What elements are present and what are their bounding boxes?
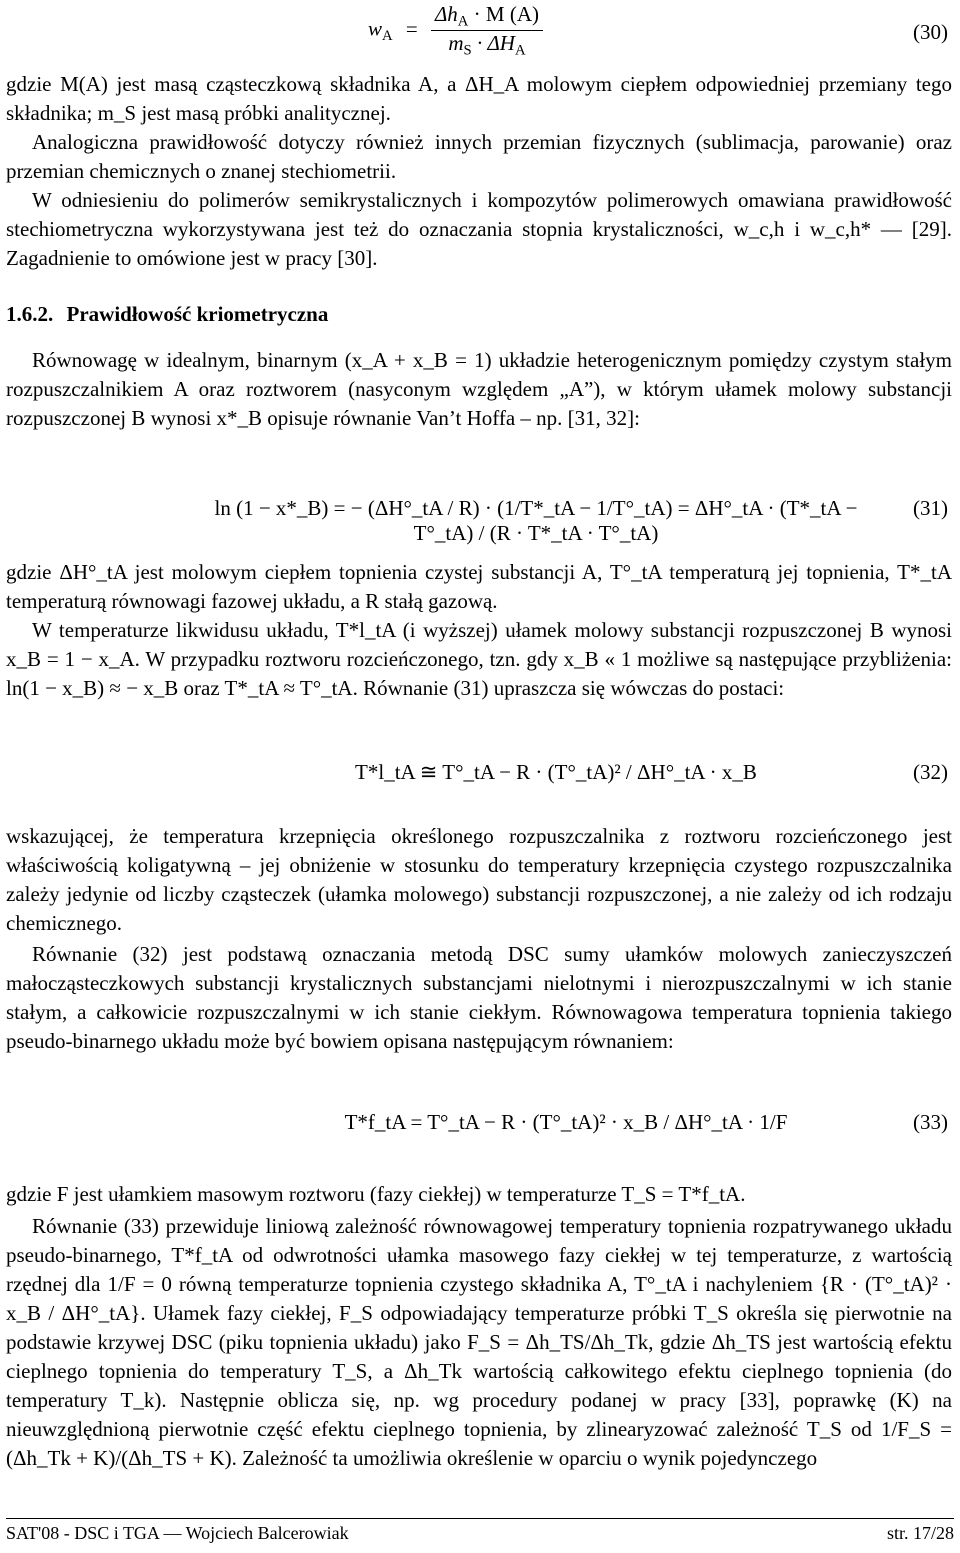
eq30-den2-sub: A	[514, 42, 526, 59]
paragraph-8: Równanie (32) jest podstawą oznaczania metodą DSC sumy ułamków molowych zanieczyszczeń małocząsteczkowych substancji krystalicznych substancjami nielotnymi i nierozpuszczalnymi w ich stanie stałym, a całkowicie rozpuszczalnymi w ich stanie ciekłym. Równowagowa temperatura topnienia takiego pseudo-binarnego układu może być bowiem opisana następującym równaniem:	[6, 942, 952, 1053]
section-title: Prawidłowość kriometryczna	[66, 302, 329, 326]
eq30-number: (30)	[913, 20, 948, 44]
paragraph-2: Analogiczna prawidłowość dotyczy również innych przemian fizycznych (sublimacja, parowanie) oraz przemian chemicznych o znanej stechiometrii.	[6, 130, 952, 183]
equation-31	[6, 476, 954, 548]
paragraph-9: gdzie F jest ułamkiem masowym roztworu (fazy ciekłej) w temperaturze T_S = T*f_tA.	[6, 1182, 746, 1206]
equation-32	[6, 738, 954, 810]
eq32-number: (32)	[913, 760, 948, 784]
paragraph-10: Równanie (33) przewiduje liniową zależność równowagowej temperatury topnienia rozpatrywanego układu pseudo-binarnego, T*f_tA od odwrotności ułamka masowego fazy ciekłej w tej temperaturze, z wartością rzędnej dla 1/F = 0 równą temperaturze topnienia czystego składnika A, T°_tA i nachyleniem {R · (T°_tA)² · x_B / ΔH°_tA}. Ułamek fazy ciekłej, F_S odpowiadający temperaturze próbki T_S określa się pierwotnie na podstawie krzywej DSC (piku topnienia układu) jako F_S = Δh_TS/Δh_Tk, gdzie Δh_TS jest wartością efektu cieplnego topnienia do temperatury T_S, a Δh_Tk wartością całkowitego efektu cieplnego topnienia (do temperatury T_k). Następnie oblicza się, np. wg procedury podanej w pracy [33], poprawkę (K) na nieuwzględnioną pierwotnie część efektu cieplnego topnienia, by zlinearyzować zależność T_S od 1/F_S = (Δh_Tk + K)/(Δh_TS + K). Zależność ta umożliwia określenie w oparciu o wynik pojedynczego	[6, 1214, 952, 1470]
section-heading	[6, 302, 328, 327]
eq30-lhs: w	[368, 16, 383, 41]
eq30-den-sub: S	[463, 42, 472, 59]
eq33-number: (33)	[913, 1110, 948, 1134]
eq30-num: Δh	[434, 2, 458, 26]
footer-page-number: str. 17/28	[886, 1523, 954, 1543]
paragraph-4: Równowagę w idealnym, binarnym (x_A + x_B = 1) układzie heterogenicznym pomiędzy czystym stałym rozpuszczalnikiem A oraz roztworem (nasyconym względem „A”), w którym ułamek molowy substancji rozpuszczonej B wynosi x*_B opisuje równanie Van’t Hoffa – np. [31, 32]:	[6, 348, 952, 430]
eq32-text: T*l_tA ≅ T°_tA − R · (T°_tA)² / ΔH°_tA · x_B	[355, 760, 757, 784]
equation-33	[6, 1088, 954, 1160]
paragraph-6: W temperaturze likwidusu układu, T*l_tA (i wyższej) ułamek molowy substancji rozpuszczonej B wynosi x_B = 1 − x_A. W przypadku roztworu rozcieńczonego, tzn. gdy x_B « 1 możliwe są następujące przybliżenia: ln(1 − x_B) ≈ − x_B oraz T*_tA ≈ T°_tA. Równanie (31) upraszcza się wówczas do postaci:	[6, 618, 952, 700]
eq31-text: ln (1 − x*_B) = − (ΔH°_tA / R) · (1/T*_tA − 1/T°_tA) = ΔH°_tA · (T*_tA − T°_tA) / (R · T*_tA · T°_tA)	[214, 496, 858, 545]
footer-left: SAT'08 - DSC i TGA — Wojciech Balcerowiak	[6, 1523, 349, 1543]
paragraph-3: W odniesieniu do polimerów semikrystalicznych i kompozytów polimerowych omawiana prawidłowość stechiometryczna wykorzystywana jest też do oznaczania stopnia krystaliczności, w_c,h i w_c,h* — [29]. Zagadnienie to omówione jest w pracy [30].	[6, 188, 952, 270]
eq30-den: m	[448, 31, 464, 56]
paragraph-7: wskazującej, że temperatura krzepnięcia określonego rozpuszczalnika z roztworu rozcieńczonego jest właściwością koligatywną – jej obniżenie w stosunku do temperatury krzepnięcia czystego rozpuszczalnika zależy jedynie od liczby cząsteczek (ułamka molowego) substancji rozpuszczonej, a nie zależy od ich rodzaju chemicznego.	[6, 824, 952, 935]
section-number: 1.6.2.	[6, 302, 54, 326]
document-page	[6, 0, 954, 1553]
paragraph-1: gdzie M(A) jest masą cząsteczkową składnika A, a ΔH_A molowym ciepłem odpowiedniej przemiany tego składnika; m_S jest masą próbki analitycznej.	[6, 72, 952, 125]
eq30-lhs-sub: A	[382, 28, 393, 45]
eq33-text: T*f_tA = T°_tA − R · (T°_tA)² · x_B / ΔH°_tA · 1/F	[344, 1110, 788, 1134]
eq30-fraction	[431, 2, 543, 60]
eq31-number: (31)	[913, 496, 948, 520]
eq30-num2: · M (A)	[468, 2, 539, 26]
eq30-den2: · ΔH	[471, 31, 515, 56]
equation-30: $w_A$ = $\frac{\Delta h_A \cdot M (A)}{m_S \cdot \Delta H_A}$ (30)	[368, 2, 948, 59]
eq30-num-sub: A	[457, 13, 469, 30]
paragraph-5: gdzie ΔH°_tA jest molowym ciepłem topnienia czystej substancji A, T°_tA temperaturą jej topnienia, T*_tA temperaturą równowagi fazowej układu, a R stałą gazową.	[6, 560, 952, 613]
page-footer	[6, 1518, 954, 1544]
